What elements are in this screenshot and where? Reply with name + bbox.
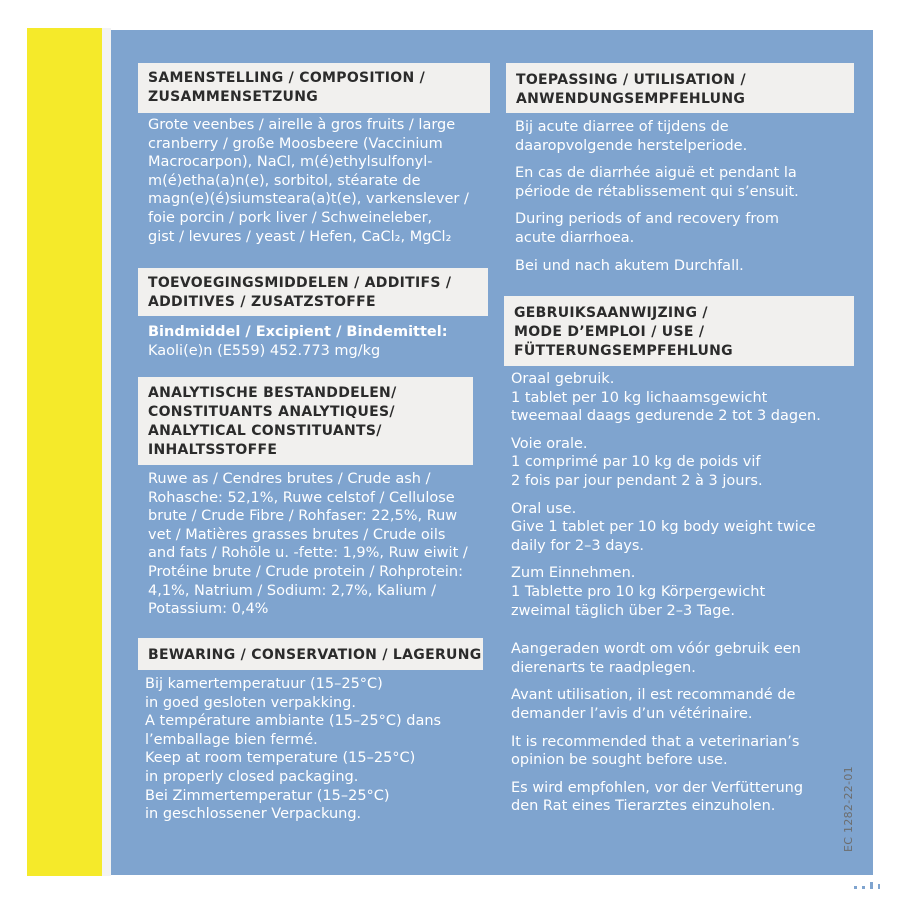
text-line: m(é)etha(a)n(e), sorbitol, stéarate de: [148, 172, 421, 189]
text-line: foie porcin / pork liver / Schweineleber,: [148, 209, 433, 226]
paragraph: Zum Einnehmen. 1 Tablette pro 10 kg Körpergewicht zweimal täglich über 2–3 Tage.: [511, 565, 766, 619]
additives-text: [148, 323, 493, 360]
text-line: in goed gesloten verpakking.: [145, 694, 357, 711]
text-line: brute / Crude Fibre / Rohfaser: 22,5%, Ruw: [148, 508, 458, 525]
text-line: l’emballage bien fermé.: [145, 731, 318, 748]
paragraph: Oral use. Give 1 tablet per 10 kg body weight twice daily for 2–3 days.: [511, 500, 816, 554]
heading-line: ANALYTICAL CONSTITUANTS/: [148, 423, 382, 439]
storage-text: [145, 675, 490, 824]
paragraph: Bei und nach akutem Durchfall.: [515, 257, 744, 274]
heading-line: FÜTTERUNGSEMPFEHLUNG: [514, 343, 733, 359]
composition-heading: [138, 63, 490, 113]
text-line: Bei Zimmertemperatur (15–25°C): [145, 787, 390, 804]
paragraph: Es wird empfohlen, vor der Verfütterung den Rat eines Tierarztes einzuholen.: [511, 779, 804, 815]
text-line: Rohasche: 52,1%, Ruwe celstof / Cellulose: [148, 489, 455, 506]
heading-line: INHALTSSTOFFE: [148, 442, 278, 458]
text-line: A température ambiante (15–25°C) dans: [145, 713, 442, 730]
text-line: cranberry / große Moosbeere (Vaccinium: [148, 135, 443, 152]
paragraph: Oraal gebruik. 1 tablet per 10 kg lichaamsgewicht tweemaal daags gedurende 2 tot 3 dagen.: [511, 371, 821, 425]
heading-line: CONSTITUANTS ANALYTIQUES/: [148, 404, 395, 420]
paragraph: It is recommended that a veterinarian’s opinion be sought before use.: [511, 733, 800, 769]
heading-line: TOEVOEGINGSMIDDELEN / ADDITIFS /: [148, 275, 452, 291]
text-line: Protéine brute / Crude protein / Rohprotein:: [148, 563, 463, 580]
paragraph: En cas de diarrhée aiguë et pendant la période de rétablissement qui s’ensuit.: [515, 165, 799, 200]
text-line: Keep at room temperature (15–25°C): [145, 750, 416, 767]
usage-text: [511, 370, 851, 825]
text-line: Macrocarpon), NaCl, m(é)ethylsulfonyl-: [148, 154, 433, 171]
analytical-text: [148, 470, 493, 619]
text-line: Potassium: 0,4%: [148, 601, 269, 618]
binder-label: Bindmiddel / Excipient / Bindemittel:: [148, 324, 448, 340]
text-line: in geschlossener Verpackung.: [145, 806, 362, 823]
text-line: Ruwe as / Cendres brutes / Crude ash /: [148, 471, 431, 487]
binder-value: Kaoli(e)n (E559) 452.773 mg/kg: [148, 342, 381, 359]
paragraph: Bij acute diarree of tijdens de daaropvolgende herstelperiode.: [515, 119, 748, 154]
usage-heading: [504, 296, 854, 366]
heading-line: TOEPASSING / UTILISATION /: [516, 72, 746, 88]
divider-strip: [102, 28, 111, 876]
heading-line: BEWARING / CONSERVATION / LAGERUNG: [148, 647, 482, 663]
paragraph: Avant utilisation, il est recommandé de demander l’avis d’un vétérinaire.: [511, 687, 796, 722]
text-line: in properly closed packaging.: [145, 768, 359, 785]
analytical-heading: [138, 377, 473, 465]
heading-line: GEBRUIKSAANWIJZING /: [514, 305, 708, 321]
text-line: vet / Matières grasses brutes / Crude oils: [148, 526, 446, 543]
heading-line: ANALYTISCHE BESTANDDELEN/: [148, 385, 397, 401]
storage-heading: [138, 638, 483, 670]
bottom-mark-icon: [854, 880, 888, 890]
text-line: 4,1%, Natrium / Sodium: 2,7%, Kalium /: [148, 582, 437, 599]
composition-text: [148, 116, 493, 246]
paragraph: During periods of and recovery from acute diarrhoea.: [515, 211, 779, 246]
text-line: Grote veenbes / airelle à gros fruits / large: [148, 117, 456, 133]
additives-heading: [138, 268, 488, 316]
heading-line: ADDITIVES / ZUSATZSTOFFE: [148, 294, 376, 310]
text-line: gist / levures / yeast / Hefen, CaCl₂, MgCl₂: [148, 228, 452, 245]
indication-text: [515, 118, 860, 284]
yellow-strip: [27, 28, 102, 876]
paragraph: Aangeraden wordt om vóór gebruik een dierenarts te raadplegen.: [511, 641, 801, 676]
text-line: and fats / Rohöle u. -fette: 1,9%, Ruw eiwit /: [148, 545, 468, 562]
heading-line: ANWENDUNGSEMPFEHLUNG: [516, 91, 746, 107]
ec-code: EC 1282-22-01: [842, 766, 855, 852]
heading-line: MODE D’EMPLOI / USE /: [514, 324, 705, 340]
heading-line: ZUSAMMENSETZUNG: [148, 89, 319, 105]
heading-line: SAMENSTELLING / COMPOSITION /: [148, 70, 426, 86]
text-line: magn(e)(é)siumsteara(a)t(e), varkenslever /: [148, 191, 469, 208]
text-line: Bij kamertemperatuur (15–25°C): [145, 676, 383, 692]
paragraph: Voie orale. 1 comprimé par 10 kg de poids vif 2 fois par jour pendant 2 à 3 jours.: [511, 435, 763, 489]
indication-heading: [506, 63, 854, 113]
